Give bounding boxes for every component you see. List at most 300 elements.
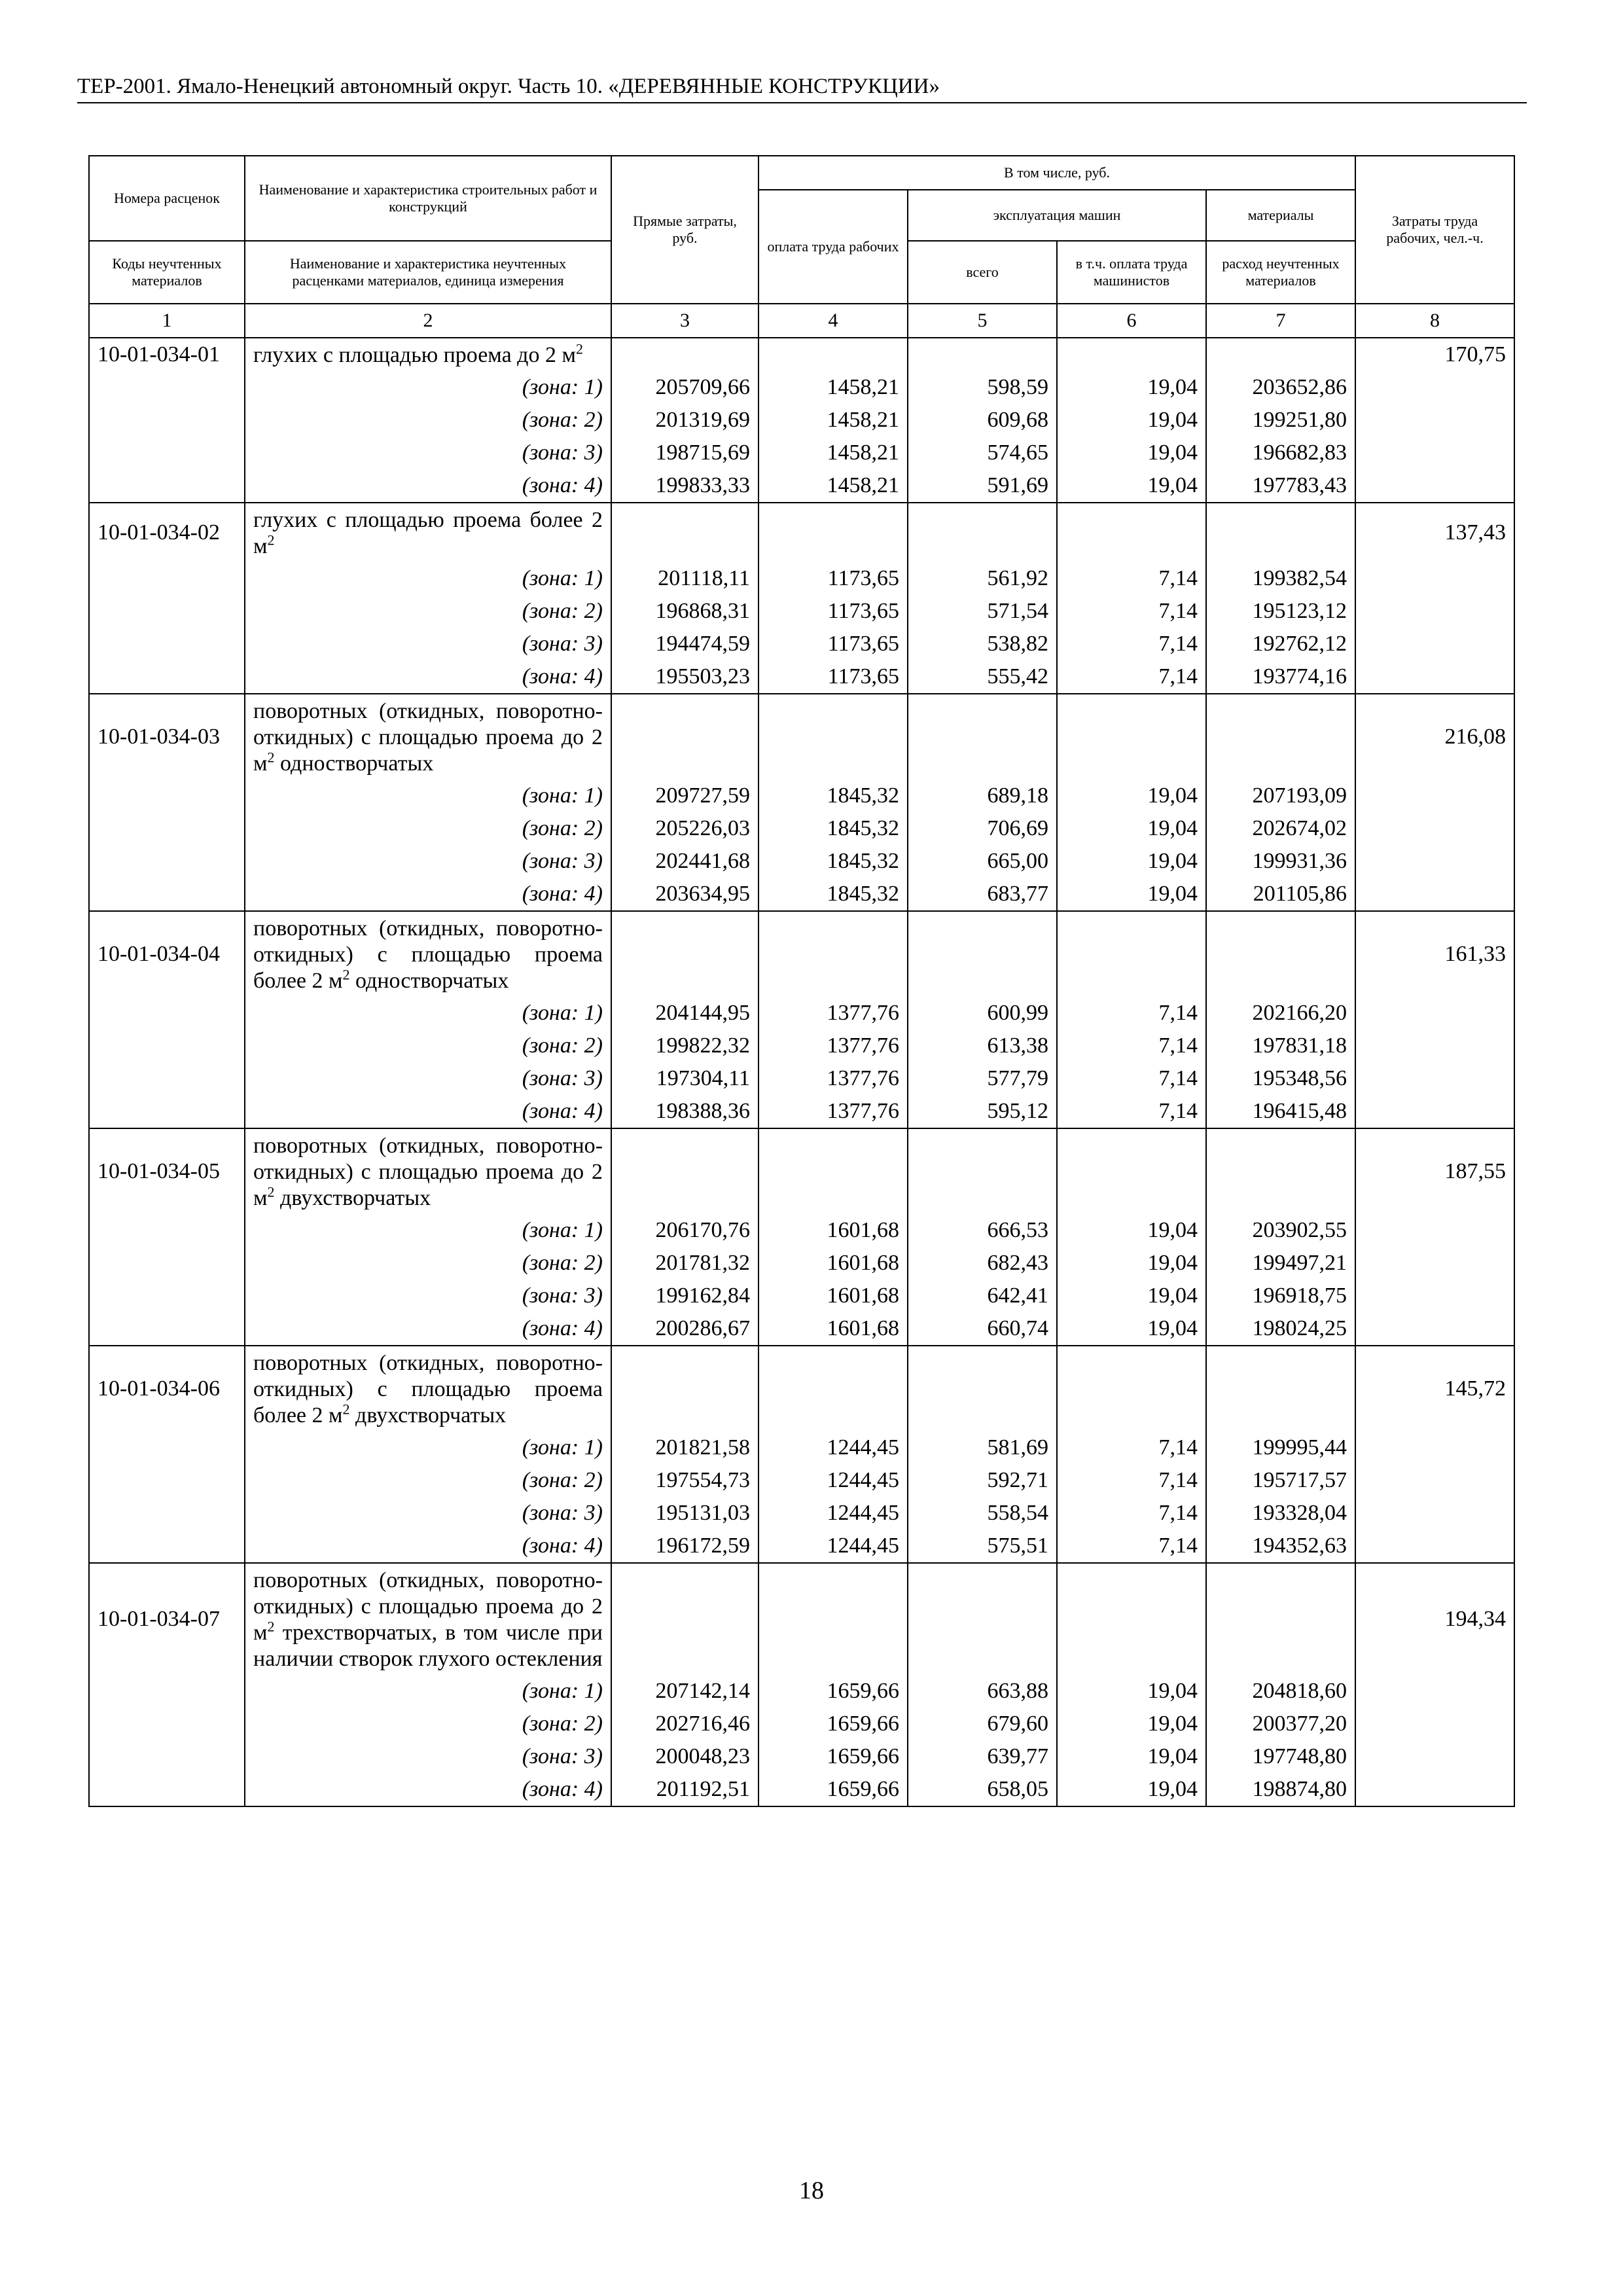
rate-row — [89, 911, 1514, 997]
description-tail: одностворчатых — [349, 969, 509, 993]
machines-wages-value: 19,04 — [1057, 437, 1206, 469]
empty-cell — [908, 503, 1057, 562]
empty-cell — [1355, 404, 1514, 437]
empty-cell — [89, 1773, 245, 1806]
empty-cell — [1057, 911, 1206, 997]
zone-label: (зона: 3) — [245, 1497, 611, 1530]
empty-cell — [89, 1431, 245, 1464]
superscript: 2 — [267, 1618, 275, 1635]
empty-cell — [908, 1346, 1057, 1431]
empty-cell — [1355, 1247, 1514, 1280]
column-number: 7 — [1206, 304, 1355, 338]
zone-row — [89, 780, 1514, 812]
machines-total-value: 609,68 — [908, 404, 1057, 437]
materials-consumption-value: 201105,86 — [1206, 878, 1355, 911]
wages-value: 1845,32 — [758, 845, 908, 878]
empty-cell — [1355, 1773, 1514, 1806]
machines-total-value: 571,54 — [908, 595, 1057, 628]
machines-total-value: 574,65 — [908, 437, 1057, 469]
header-name-bottom: Наименование и характеристика неучтенных расценками материалов, единица измерения — [245, 241, 611, 304]
empty-cell — [89, 437, 245, 469]
machines-total-value: 600,99 — [908, 997, 1057, 1030]
empty-cell — [758, 911, 908, 997]
description-tail: двухстворчатых — [349, 1403, 507, 1427]
zone-row — [89, 1708, 1514, 1740]
description-tail: двухстворчатых — [274, 1186, 431, 1210]
materials-consumption-value: 195717,57 — [1206, 1464, 1355, 1497]
direct-costs-value: 207142,14 — [611, 1675, 758, 1708]
machines-wages-value: 19,04 — [1057, 1708, 1206, 1740]
direct-costs-value: 201118,11 — [611, 562, 758, 595]
wages-value: 1845,32 — [758, 812, 908, 845]
direct-costs-value: 199833,33 — [611, 469, 758, 503]
empty-cell — [89, 404, 245, 437]
machines-wages-value: 19,04 — [1057, 1675, 1206, 1708]
empty-cell — [1355, 1708, 1514, 1740]
materials-consumption-value: 195123,12 — [1206, 595, 1355, 628]
zone-row — [89, 1773, 1514, 1806]
zone-row — [89, 660, 1514, 694]
materials-consumption-value: 200377,20 — [1206, 1708, 1355, 1740]
empty-cell — [758, 1128, 908, 1214]
column-number: 1 — [89, 304, 245, 338]
empty-cell — [89, 1247, 245, 1280]
rate-row — [89, 1346, 1514, 1431]
machines-total-value: 591,69 — [908, 469, 1057, 503]
rate-code: 10-01-034-04 — [89, 911, 245, 997]
labor-cost: 145,72 — [1355, 1346, 1514, 1431]
machines-total-value: 642,41 — [908, 1280, 1057, 1312]
page-header: ТЕР-2001. Ямало-Ненецкий автономный округ. Часть 10. «ДЕРЕВЯННЫЕ КОНСТРУКЦИИ» — [77, 71, 1527, 103]
wages-value: 1173,65 — [758, 595, 908, 628]
zone-row — [89, 628, 1514, 660]
materials-consumption-value: 199251,80 — [1206, 404, 1355, 437]
empty-cell — [1355, 1062, 1514, 1095]
zone-label: (зона: 3) — [245, 1740, 611, 1773]
empty-cell — [611, 503, 758, 562]
direct-costs-value: 201319,69 — [611, 404, 758, 437]
direct-costs-value: 198715,69 — [611, 437, 758, 469]
labor-cost: 170,75 — [1355, 338, 1514, 371]
empty-cell — [1355, 845, 1514, 878]
column-number: 8 — [1355, 304, 1514, 338]
zone-row — [89, 595, 1514, 628]
direct-costs-value: 199822,32 — [611, 1030, 758, 1062]
zone-row — [89, 1247, 1514, 1280]
header-in-that-number: В том числе, руб. — [758, 156, 1355, 190]
rate-row — [89, 1128, 1514, 1214]
empty-cell — [1057, 1346, 1206, 1431]
zone-label: (зона: 3) — [245, 845, 611, 878]
empty-cell — [611, 1346, 758, 1431]
machines-wages-value: 7,14 — [1057, 628, 1206, 660]
wages-value: 1458,21 — [758, 404, 908, 437]
materials-consumption-value: 193328,04 — [1206, 1497, 1355, 1530]
machines-wages-value: 19,04 — [1057, 845, 1206, 878]
empty-cell — [1206, 338, 1355, 371]
machines-total-value: 538,82 — [908, 628, 1057, 660]
machines-total-value: 595,12 — [908, 1095, 1057, 1128]
machines-wages-value: 19,04 — [1057, 780, 1206, 812]
empty-cell — [1355, 780, 1514, 812]
rate-row — [89, 1563, 1514, 1675]
machines-total-value: 639,77 — [908, 1740, 1057, 1773]
rate-description — [245, 1346, 611, 1431]
column-number: 3 — [611, 304, 758, 338]
materials-consumption-value: 207193,09 — [1206, 780, 1355, 812]
zone-label: (зона: 4) — [245, 878, 611, 911]
zone-label: (зона: 1) — [245, 997, 611, 1030]
wages-value: 1601,68 — [758, 1280, 908, 1312]
zone-row — [89, 845, 1514, 878]
empty-cell — [89, 1214, 245, 1247]
direct-costs-value: 194474,59 — [611, 628, 758, 660]
zone-row — [89, 1740, 1514, 1773]
empty-cell — [1206, 911, 1355, 997]
column-number: 4 — [758, 304, 908, 338]
empty-cell — [1355, 1280, 1514, 1312]
empty-cell — [89, 1530, 245, 1563]
direct-costs-value: 201821,58 — [611, 1431, 758, 1464]
zone-label: (зона: 3) — [245, 1280, 611, 1312]
rate-row — [89, 694, 1514, 780]
zone-label: (зона: 4) — [245, 469, 611, 503]
rate-description — [245, 503, 611, 562]
zone-label: (зона: 1) — [245, 1214, 611, 1247]
empty-cell — [1355, 371, 1514, 404]
machines-wages-value: 19,04 — [1057, 371, 1206, 404]
wages-value: 1244,45 — [758, 1464, 908, 1497]
wages-value: 1377,76 — [758, 997, 908, 1030]
machines-total-value: 581,69 — [908, 1431, 1057, 1464]
wages-value: 1845,32 — [758, 780, 908, 812]
rate-group — [89, 503, 1514, 694]
empty-cell — [1355, 1030, 1514, 1062]
machines-wages-value: 7,14 — [1057, 660, 1206, 694]
empty-cell — [1355, 628, 1514, 660]
materials-consumption-value: 202674,02 — [1206, 812, 1355, 845]
header-machines: эксплуатация машин — [908, 190, 1206, 241]
empty-cell — [89, 1740, 245, 1773]
empty-cell — [1355, 660, 1514, 694]
zone-row — [89, 997, 1514, 1030]
empty-cell — [1355, 437, 1514, 469]
direct-costs-value: 200048,23 — [611, 1740, 758, 1773]
machines-total-value: 666,53 — [908, 1214, 1057, 1247]
direct-costs-value: 196172,59 — [611, 1530, 758, 1563]
description-text: поворотных (откидных, поворотно-откидных) с площадью проема до 2 м — [253, 1134, 603, 1210]
empty-cell — [1206, 694, 1355, 780]
empty-cell — [1206, 1128, 1355, 1214]
direct-costs-value: 203634,95 — [611, 878, 758, 911]
zone-label: (зона: 3) — [245, 1062, 611, 1095]
empty-cell — [1057, 338, 1206, 371]
machines-wages-value: 7,14 — [1057, 1530, 1206, 1563]
empty-cell — [89, 562, 245, 595]
empty-cell — [89, 878, 245, 911]
rate-group — [89, 911, 1514, 1128]
machines-total-value: 561,92 — [908, 562, 1057, 595]
wages-value: 1377,76 — [758, 1030, 908, 1062]
header-labor: Затраты труда рабочих, чел.-ч. — [1355, 156, 1514, 304]
materials-consumption-value: 197783,43 — [1206, 469, 1355, 503]
wages-value: 1173,65 — [758, 628, 908, 660]
empty-cell — [908, 694, 1057, 780]
empty-cell — [89, 1095, 245, 1128]
machines-wages-value: 19,04 — [1057, 1214, 1206, 1247]
rate-description — [245, 694, 611, 780]
empty-cell — [908, 1563, 1057, 1675]
empty-cell — [1057, 1128, 1206, 1214]
wages-value: 1244,45 — [758, 1497, 908, 1530]
empty-cell — [1206, 1346, 1355, 1431]
empty-cell — [89, 1030, 245, 1062]
zone-row — [89, 812, 1514, 845]
direct-costs-value: 206170,76 — [611, 1214, 758, 1247]
superscript: 2 — [576, 340, 583, 357]
empty-cell — [611, 694, 758, 780]
description-tail: трехстворчатых, в том числе при наличии створок глухого остекления — [253, 1621, 603, 1671]
machines-wages-value: 7,14 — [1057, 1431, 1206, 1464]
wages-value: 1601,68 — [758, 1247, 908, 1280]
empty-cell — [89, 1675, 245, 1708]
direct-costs-value: 202441,68 — [611, 845, 758, 878]
zone-row — [89, 371, 1514, 404]
zone-label: (зона: 2) — [245, 1708, 611, 1740]
header-code-top: Номера расценок — [89, 156, 245, 241]
materials-consumption-value: 193774,16 — [1206, 660, 1355, 694]
zone-label: (зона: 1) — [245, 780, 611, 812]
direct-costs-value: 201192,51 — [611, 1773, 758, 1806]
machines-total-value: 577,79 — [908, 1062, 1057, 1095]
machines-total-value: 679,60 — [908, 1708, 1057, 1740]
machines-wages-value: 19,04 — [1057, 1280, 1206, 1312]
machines-wages-value: 7,14 — [1057, 595, 1206, 628]
empty-cell — [908, 911, 1057, 997]
labor-cost: 161,33 — [1355, 911, 1514, 997]
superscript: 2 — [267, 1183, 275, 1200]
zone-row — [89, 1431, 1514, 1464]
empty-cell — [89, 812, 245, 845]
empty-cell — [611, 1563, 758, 1675]
materials-consumption-value: 196682,83 — [1206, 437, 1355, 469]
wages-value: 1173,65 — [758, 562, 908, 595]
materials-consumption-value: 199382,54 — [1206, 562, 1355, 595]
column-number: 6 — [1057, 304, 1206, 338]
wages-value: 1659,66 — [758, 1675, 908, 1708]
zone-row — [89, 1312, 1514, 1346]
empty-cell — [89, 1062, 245, 1095]
empty-cell — [1355, 1675, 1514, 1708]
empty-cell — [89, 780, 245, 812]
materials-consumption-value: 204818,60 — [1206, 1675, 1355, 1708]
header-wages: оплата труда рабочих — [758, 190, 908, 304]
machines-wages-value: 19,04 — [1057, 1247, 1206, 1280]
zone-label: (зона: 2) — [245, 1247, 611, 1280]
superscript: 2 — [342, 966, 350, 983]
zone-label: (зона: 2) — [245, 595, 611, 628]
superscript: 2 — [267, 749, 275, 766]
rate-description — [245, 911, 611, 997]
zone-row — [89, 1497, 1514, 1530]
materials-consumption-value: 203902,55 — [1206, 1214, 1355, 1247]
rate-group — [89, 694, 1514, 911]
materials-consumption-value: 198874,80 — [1206, 1773, 1355, 1806]
rate-group — [89, 338, 1514, 503]
zone-row — [89, 469, 1514, 503]
wages-value: 1377,76 — [758, 1095, 908, 1128]
machines-wages-value: 7,14 — [1057, 562, 1206, 595]
empty-cell — [89, 371, 245, 404]
machines-total-value: 665,00 — [908, 845, 1057, 878]
column-number: 2 — [245, 304, 611, 338]
direct-costs-value: 195503,23 — [611, 660, 758, 694]
zone-row — [89, 1280, 1514, 1312]
rate-code: 10-01-034-06 — [89, 1346, 245, 1431]
machines-wages-value: 19,04 — [1057, 1773, 1206, 1806]
zone-label: (зона: 1) — [245, 562, 611, 595]
machines-total-value: 558,54 — [908, 1497, 1057, 1530]
header-machines-total: всего — [908, 241, 1057, 304]
empty-cell — [1355, 1530, 1514, 1563]
materials-consumption-value: 196918,75 — [1206, 1280, 1355, 1312]
zone-row — [89, 1030, 1514, 1062]
materials-consumption-value: 198024,25 — [1206, 1312, 1355, 1346]
direct-costs-value: 204144,95 — [611, 997, 758, 1030]
header-materials-consumption: расход неучтенных материалов — [1206, 241, 1355, 304]
labor-cost: 216,08 — [1355, 694, 1514, 780]
wages-value: 1659,66 — [758, 1740, 908, 1773]
header-machines-wages: в т.ч. оплата труда машинистов — [1057, 241, 1206, 304]
empty-cell — [1355, 812, 1514, 845]
labor-cost: 194,34 — [1355, 1563, 1514, 1675]
empty-cell — [611, 1128, 758, 1214]
empty-cell — [89, 1312, 245, 1346]
zone-label: (зона: 1) — [245, 1675, 611, 1708]
zone-row — [89, 1095, 1514, 1128]
machines-total-value: 660,74 — [908, 1312, 1057, 1346]
wages-value: 1377,76 — [758, 1062, 908, 1095]
empty-cell — [1355, 595, 1514, 628]
description-text: глухих с площадью проема до 2 м — [253, 343, 576, 367]
direct-costs-value: 200286,67 — [611, 1312, 758, 1346]
machines-wages-value: 7,14 — [1057, 1062, 1206, 1095]
zone-label: (зона: 3) — [245, 437, 611, 469]
wages-value: 1845,32 — [758, 878, 908, 911]
empty-cell — [89, 1464, 245, 1497]
empty-cell — [89, 997, 245, 1030]
empty-cell — [89, 845, 245, 878]
wages-value: 1458,21 — [758, 437, 908, 469]
direct-costs-value: 197304,11 — [611, 1062, 758, 1095]
machines-wages-value: 19,04 — [1057, 404, 1206, 437]
machines-wages-value: 7,14 — [1057, 1095, 1206, 1128]
machines-total-value: 683,77 — [908, 878, 1057, 911]
empty-cell — [908, 338, 1057, 371]
zone-label: (зона: 2) — [245, 1464, 611, 1497]
rate-code: 10-01-034-02 — [89, 503, 245, 562]
empty-cell — [89, 628, 245, 660]
wages-value: 1601,68 — [758, 1312, 908, 1346]
machines-wages-value: 19,04 — [1057, 1740, 1206, 1773]
labor-cost: 137,43 — [1355, 503, 1514, 562]
machines-wages-value: 7,14 — [1057, 1497, 1206, 1530]
zone-label: (зона: 1) — [245, 1431, 611, 1464]
empty-cell — [1355, 1095, 1514, 1128]
machines-wages-value: 19,04 — [1057, 469, 1206, 503]
materials-consumption-value: 203652,86 — [1206, 371, 1355, 404]
header-name-top: Наименование и характеристика строительных работ и конструкций — [245, 156, 611, 241]
description-text: глухих с площадью проема более 2 м — [253, 508, 603, 558]
materials-consumption-value: 195348,56 — [1206, 1062, 1355, 1095]
wages-value: 1458,21 — [758, 371, 908, 404]
materials-consumption-value: 196415,48 — [1206, 1095, 1355, 1128]
machines-total-value: 689,18 — [908, 780, 1057, 812]
empty-cell — [758, 338, 908, 371]
rate-code: 10-01-034-03 — [89, 694, 245, 780]
direct-costs-value: 205226,03 — [611, 812, 758, 845]
zone-label: (зона: 2) — [245, 812, 611, 845]
machines-total-value: 598,59 — [908, 371, 1057, 404]
machines-total-value: 682,43 — [908, 1247, 1057, 1280]
empty-cell — [1355, 1740, 1514, 1773]
zone-label: (зона: 3) — [245, 628, 611, 660]
page-number: 18 — [799, 2177, 824, 2204]
rate-code: 10-01-034-05 — [89, 1128, 245, 1214]
direct-costs-value: 201781,32 — [611, 1247, 758, 1280]
materials-consumption-value: 199931,36 — [1206, 845, 1355, 878]
zone-row — [89, 1464, 1514, 1497]
empty-cell — [1355, 1431, 1514, 1464]
empty-cell — [1355, 1214, 1514, 1247]
empty-cell — [1057, 694, 1206, 780]
superscript: 2 — [342, 1401, 350, 1418]
wages-value: 1659,66 — [758, 1708, 908, 1740]
direct-costs-value: 199162,84 — [611, 1280, 758, 1312]
zone-row — [89, 1062, 1514, 1095]
materials-consumption-value: 199995,44 — [1206, 1431, 1355, 1464]
direct-costs-value: 202716,46 — [611, 1708, 758, 1740]
empty-cell — [1206, 503, 1355, 562]
description-tail: одностворчатых — [274, 751, 434, 776]
machines-wages-value: 19,04 — [1057, 812, 1206, 845]
rate-code: 10-01-034-01 — [89, 338, 245, 371]
rate-group — [89, 1346, 1514, 1563]
direct-costs-value: 198388,36 — [611, 1095, 758, 1128]
zone-row — [89, 1214, 1514, 1247]
machines-total-value: 706,69 — [908, 812, 1057, 845]
empty-cell — [89, 1708, 245, 1740]
empty-cell — [1355, 878, 1514, 911]
wages-value: 1173,65 — [758, 660, 908, 694]
empty-cell — [1355, 562, 1514, 595]
machines-total-value: 555,42 — [908, 660, 1057, 694]
machines-total-value: 613,38 — [908, 1030, 1057, 1062]
materials-consumption-value: 197831,18 — [1206, 1030, 1355, 1062]
description-text: поворотных (откидных, поворотно-откидных) с площадью проема до 2 м — [253, 1568, 603, 1645]
materials-consumption-value: 194352,63 — [1206, 1530, 1355, 1563]
empty-cell — [1355, 469, 1514, 503]
rate-code: 10-01-034-07 — [89, 1563, 245, 1675]
superscript: 2 — [267, 531, 275, 548]
description-text: поворотных (откидных, поворотно-откидных) с площадью проема более 2 м — [253, 1351, 603, 1427]
empty-cell — [908, 1128, 1057, 1214]
empty-cell — [1057, 503, 1206, 562]
machines-wages-value: 19,04 — [1057, 878, 1206, 911]
machines-total-value: 592,71 — [908, 1464, 1057, 1497]
rate-row — [89, 338, 1514, 371]
zone-label: (зона: 4) — [245, 660, 611, 694]
